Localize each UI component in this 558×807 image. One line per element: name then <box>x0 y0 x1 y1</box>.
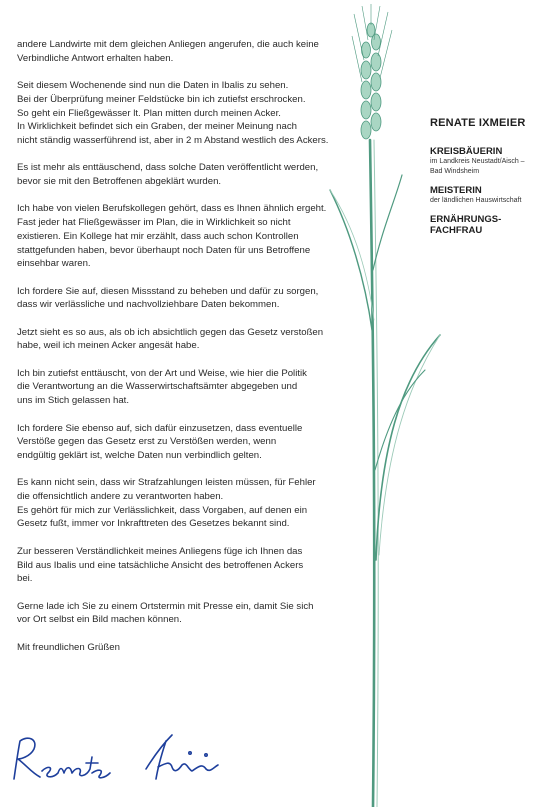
letter-paragraph: Gerne lade ich Sie zu einem Ortstermin mit Presse ein, damit Sie sich vor Ort selbst ein Bild machen können. <box>17 600 314 626</box>
letter-paragraph: Es ist mehr als enttäuschend, dass solche Daten veröffentlicht werden, bevor sie mit den Betroffenen abgeklärt wurden. <box>17 162 319 187</box>
letter-paragraph: Ich fordere Sie ebenso auf, sich dafür einzusetzen, dass eventuelle Verstöße gegen das Gesetz erst zu Verstößen werden, wenn endgültig geklärt ist, welche Daten nun verbindlich gelten. <box>17 422 303 461</box>
letter-paragraph: Ich habe von vielen Berufskollegen gehört, dass es Ihnen ähnlich ergeht. Fast jeder hat Fließgewässer im Plan, die in Wirklichkeit so nicht existieren. Ein Kollege hat mir erzählt, dass auch schon Kontrollen stattgefunden haben, bevor überhaupt noch Daten für uns Betroffene einsehbar waren. <box>17 203 327 270</box>
wheat-head <box>361 23 381 139</box>
stalk-stem-outline <box>374 140 378 807</box>
letter-paragraph: andere Landwirte mit dem gleichen Anliegen angerufen, die auch keine Verbindliche Antwort erhalten haben. <box>17 39 319 64</box>
stalk-leaf-right <box>376 335 440 560</box>
role-subtitle-hauswirtschaft: der ländlichen Hauswirtschaft <box>430 197 522 204</box>
stalk-stem <box>370 140 374 807</box>
stalk-leaf-right-edge <box>379 335 440 555</box>
letter-paragraph: Seit diesem Wochenende sind nun die Daten in Ibalis zu sehen. Bei der Überprüfung meiner Feldstücke bin ich zutiefst erschrocken. So geht ein Fließgewässer lt. Plan mitten durch meinen Acker. In Wirklichkeit befindet sich ein Graben, der meiner Meinung nach nicht ständig wasserführend ist, aber in 2 m Abstand westlich des Ackers. <box>17 80 329 146</box>
letter-paragraph: Ich fordere Sie auf, diesen Missstand zu beheben und dafür zu sorgen, dass wir verlässliche und nachvollziehbare Daten bekommen. <box>17 285 319 311</box>
sender-sidebar <box>430 117 555 236</box>
sender-name: RENATE IXMEIER <box>430 117 526 129</box>
handwritten-signature <box>6 727 236 787</box>
letter-closing: Mit freundlichen Grüßen <box>17 641 120 653</box>
role-title-kreisbaeuerin: KREISBÄUERIN <box>430 146 503 157</box>
stalk-leaf-lower <box>375 370 425 470</box>
role-title-meisterin: MEISTERIN <box>430 185 482 196</box>
letter-paragraph: Jetzt sieht es so aus, als ob ich absichtlich gegen das Gesetz verstoßen habe, weil ich meinen Acker angesät habe. <box>17 326 324 352</box>
stalk-leaf-upper <box>373 175 402 270</box>
role-subtitle-district: im Landkreis Neustadt/Aisch – Bad Windsheim <box>430 158 525 175</box>
letter-paragraph: Es kann nicht sein, dass wir Strafzahlungen leisten müssen, für Fehler die offensichtlich andere zu verantworten haben. Es gehört für mich zur Verlässlichkeit, dass Vorgaben, auf denen ein Gesetz fußt, immer vor Inkrafttreten des Gesetzes bekannt sind. <box>17 477 316 530</box>
letter-body <box>17 38 362 668</box>
letter-paragraph: Ich bin zutiefst enttäuscht, von der Art und Weise, wie hier die Politik die Verantwortung an die Wasserwirtschaftsämter abgegeben und uns im Stich gelassen hat. <box>17 367 307 407</box>
letter-paragraph: Zur besseren Verständlichkeit meines Anliegens füge ich Ihnen das Bild aus Ibalis und eine tatsächliche Ansicht des betroffenen Ackers bei. <box>17 545 304 585</box>
role-title-ernaehrungsfachfrau: ERNÄHRUNGS- FACHFRAU <box>430 214 502 236</box>
